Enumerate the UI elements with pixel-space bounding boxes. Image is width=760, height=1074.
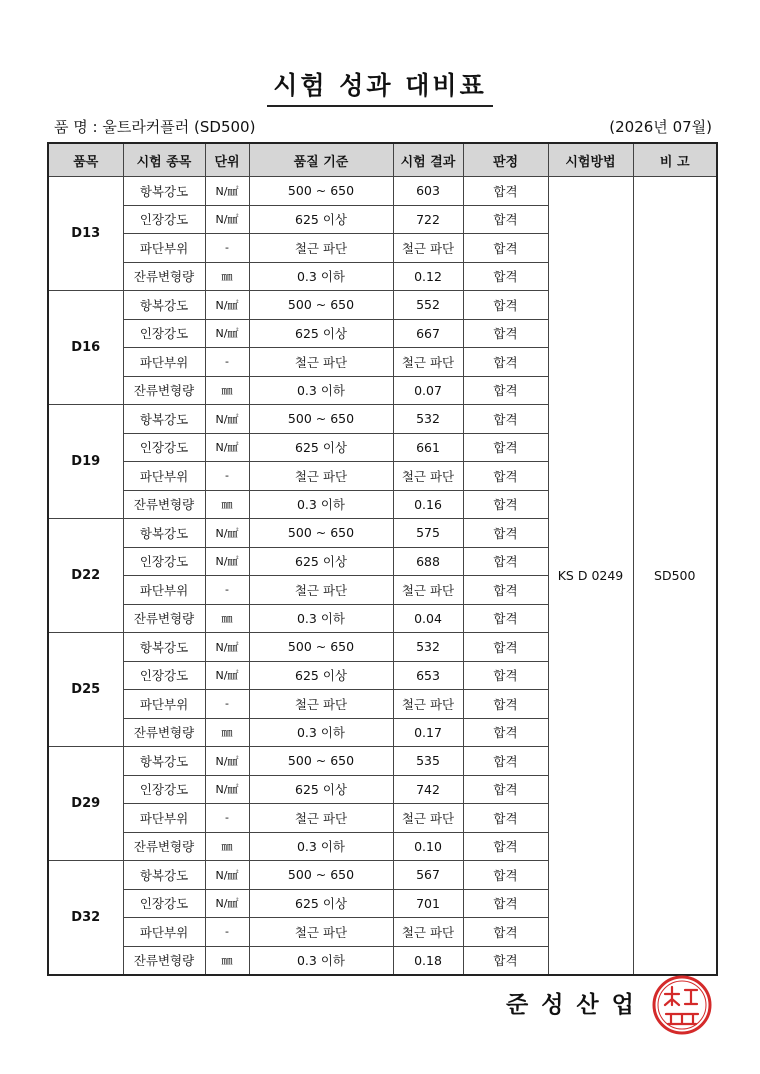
standard-cell: 0.3 이하 [249,946,393,975]
test-cell: 항복강도 [123,747,205,776]
test-cell: 인장강도 [123,547,205,576]
result-cell: 0.16 [393,490,463,519]
result-cell: 철근 파단 [393,576,463,605]
judgment-cell: 합격 [463,490,548,519]
result-cell: 575 [393,519,463,548]
item-cell: D22 [48,519,123,633]
test-cell: 잔류변형량 [123,376,205,405]
unit-cell: ㎜ [205,376,249,405]
unit-cell: - [205,348,249,377]
judgment-cell: 합격 [463,775,548,804]
table-header-row [48,143,717,177]
standard-cell: 0.3 이하 [249,490,393,519]
result-cell: 701 [393,889,463,918]
judgment-cell: 합격 [463,690,548,719]
test-cell: 항복강도 [123,405,205,434]
item-cell: D25 [48,633,123,747]
test-cell: 인장강도 [123,433,205,462]
unit-cell: N/㎟ [205,205,249,234]
unit-cell: N/㎟ [205,889,249,918]
standard-cell: 0.3 이하 [249,718,393,747]
result-cell: 철근 파단 [393,348,463,377]
result-cell: 742 [393,775,463,804]
result-cell: 722 [393,205,463,234]
result-cell: 535 [393,747,463,776]
header-item: 품목 [48,143,123,177]
standard-cell: 500 ~ 650 [249,747,393,776]
judgment-cell: 합격 [463,889,548,918]
test-cell: 인장강도 [123,205,205,234]
header-standard: 품질 기준 [249,143,393,177]
company-seal-icon [651,974,713,1036]
header-judgment: 판정 [463,143,548,177]
result-cell: 철근 파단 [393,690,463,719]
test-cell: 항복강도 [123,633,205,662]
unit-cell: - [205,234,249,263]
judgment-cell: 합격 [463,832,548,861]
standard-cell: 625 이상 [249,775,393,804]
standard-cell: 철근 파단 [249,576,393,605]
unit-cell: N/㎟ [205,405,249,434]
header-result: 시험 결과 [393,143,463,177]
result-cell: 철근 파단 [393,804,463,833]
test-cell: 인장강도 [123,775,205,804]
item-cell: D32 [48,861,123,976]
judgment-cell: 합격 [463,861,548,890]
table-body [48,177,717,976]
test-cell: 파단부위 [123,918,205,947]
standard-cell: 철근 파단 [249,690,393,719]
unit-cell: ㎜ [205,718,249,747]
judgment-cell: 합격 [463,376,548,405]
item-cell: D19 [48,405,123,519]
judgment-cell: 합격 [463,604,548,633]
test-cell: 파단부위 [123,462,205,491]
unit-cell: ㎜ [205,262,249,291]
judgment-cell: 합격 [463,547,548,576]
result-cell: 552 [393,291,463,320]
result-cell: 653 [393,661,463,690]
standard-cell: 625 이상 [249,661,393,690]
judgment-cell: 합격 [463,291,548,320]
judgment-cell: 합격 [463,804,548,833]
result-cell: 667 [393,319,463,348]
standard-cell: 0.3 이하 [249,262,393,291]
standard-cell: 500 ~ 650 [249,177,393,206]
standard-cell: 625 이상 [249,433,393,462]
judgment-cell: 합격 [463,234,548,263]
unit-cell: - [205,462,249,491]
test-cell: 항복강도 [123,177,205,206]
unit-cell: N/㎟ [205,747,249,776]
judgment-cell: 합격 [463,519,548,548]
test-cell: 파단부위 [123,348,205,377]
test-cell: 잔류변형량 [123,490,205,519]
result-cell: 0.04 [393,604,463,633]
judgment-cell: 합격 [463,747,548,776]
test-cell: 잔류변형량 [123,832,205,861]
remark-cell: SD500 [633,177,717,976]
standard-cell: 625 이상 [249,205,393,234]
test-cell: 파단부위 [123,234,205,263]
result-cell: 0.10 [393,832,463,861]
standard-cell: 625 이상 [249,547,393,576]
result-cell: 0.07 [393,376,463,405]
test-cell: 항복강도 [123,519,205,548]
unit-cell: N/㎟ [205,861,249,890]
test-results-table [47,142,718,976]
header-unit: 단위 [205,143,249,177]
item-cell: D16 [48,291,123,405]
unit-cell: ㎜ [205,604,249,633]
document-title: 시험 성과 대비표 [267,66,492,107]
unit-cell: - [205,576,249,605]
unit-cell: N/㎟ [205,319,249,348]
unit-cell: N/㎟ [205,775,249,804]
result-cell: 688 [393,547,463,576]
judgment-cell: 합격 [463,348,548,377]
result-cell: 0.17 [393,718,463,747]
result-cell: 철근 파단 [393,462,463,491]
unit-cell: N/㎟ [205,291,249,320]
standard-cell: 500 ~ 650 [249,633,393,662]
company-name: 준성산업 [506,992,647,1018]
standard-cell: 철근 파단 [249,918,393,947]
test-cell: 잔류변형량 [123,262,205,291]
result-cell: 603 [393,177,463,206]
standard-cell: 0.3 이하 [249,832,393,861]
judgment-cell: 합격 [463,319,548,348]
item-cell: D13 [48,177,123,291]
test-cell: 파단부위 [123,690,205,719]
standard-cell: 철근 파단 [249,348,393,377]
product-name: 품 명 : 울트라커플러 (SD500) [54,118,256,136]
judgment-cell: 합격 [463,946,548,975]
test-cell: 파단부위 [123,804,205,833]
judgment-cell: 합격 [463,576,548,605]
test-cell: 잔류변형량 [123,946,205,975]
unit-cell: - [205,918,249,947]
standard-cell: 625 이상 [249,319,393,348]
unit-cell: N/㎟ [205,177,249,206]
unit-cell: ㎜ [205,490,249,519]
standard-cell: 0.3 이하 [249,604,393,633]
test-cell: 항복강도 [123,291,205,320]
result-cell: 철근 파단 [393,918,463,947]
judgment-cell: 합격 [463,177,548,206]
standard-cell: 0.3 이하 [249,376,393,405]
document-title-wrap [0,66,760,107]
result-cell: 0.12 [393,262,463,291]
judgment-cell: 합격 [463,661,548,690]
result-cell: 532 [393,405,463,434]
method-cell: KS D 0249 [548,177,633,976]
unit-cell: N/㎟ [205,547,249,576]
unit-cell: - [205,690,249,719]
test-cell: 인장강도 [123,319,205,348]
judgment-cell: 합격 [463,205,548,234]
judgment-cell: 합격 [463,633,548,662]
header-method: 시험방법 [548,143,633,177]
table-row [48,177,717,206]
result-cell: 철근 파단 [393,234,463,263]
standard-cell: 철근 파단 [249,234,393,263]
test-cell: 잔류변형량 [123,604,205,633]
judgment-cell: 합격 [463,262,548,291]
standard-cell: 500 ~ 650 [249,405,393,434]
judgment-cell: 합격 [463,433,548,462]
judgment-cell: 합격 [463,918,548,947]
standard-cell: 500 ~ 650 [249,519,393,548]
judgment-cell: 합격 [463,405,548,434]
unit-cell: N/㎟ [205,433,249,462]
test-cell: 항복강도 [123,861,205,890]
judgment-cell: 합격 [463,462,548,491]
result-cell: 532 [393,633,463,662]
item-cell: D29 [48,747,123,861]
unit-cell: N/㎟ [205,633,249,662]
result-cell: 567 [393,861,463,890]
unit-cell: ㎜ [205,832,249,861]
judgment-cell: 합격 [463,718,548,747]
result-cell: 661 [393,433,463,462]
header-test: 시험 종목 [123,143,205,177]
unit-cell: - [205,804,249,833]
result-cell: 0.18 [393,946,463,975]
test-cell: 잔류변형량 [123,718,205,747]
unit-cell: N/㎟ [205,519,249,548]
test-cell: 파단부위 [123,576,205,605]
standard-cell: 500 ~ 650 [249,291,393,320]
test-cell: 인장강도 [123,661,205,690]
header-remark: 비 고 [633,143,717,177]
standard-cell: 철근 파단 [249,462,393,491]
report-date: (2026년 07월) [609,118,712,136]
standard-cell: 625 이상 [249,889,393,918]
unit-cell: ㎜ [205,946,249,975]
standard-cell: 철근 파단 [249,804,393,833]
standard-cell: 500 ~ 650 [249,861,393,890]
test-cell: 인장강도 [123,889,205,918]
unit-cell: N/㎟ [205,661,249,690]
